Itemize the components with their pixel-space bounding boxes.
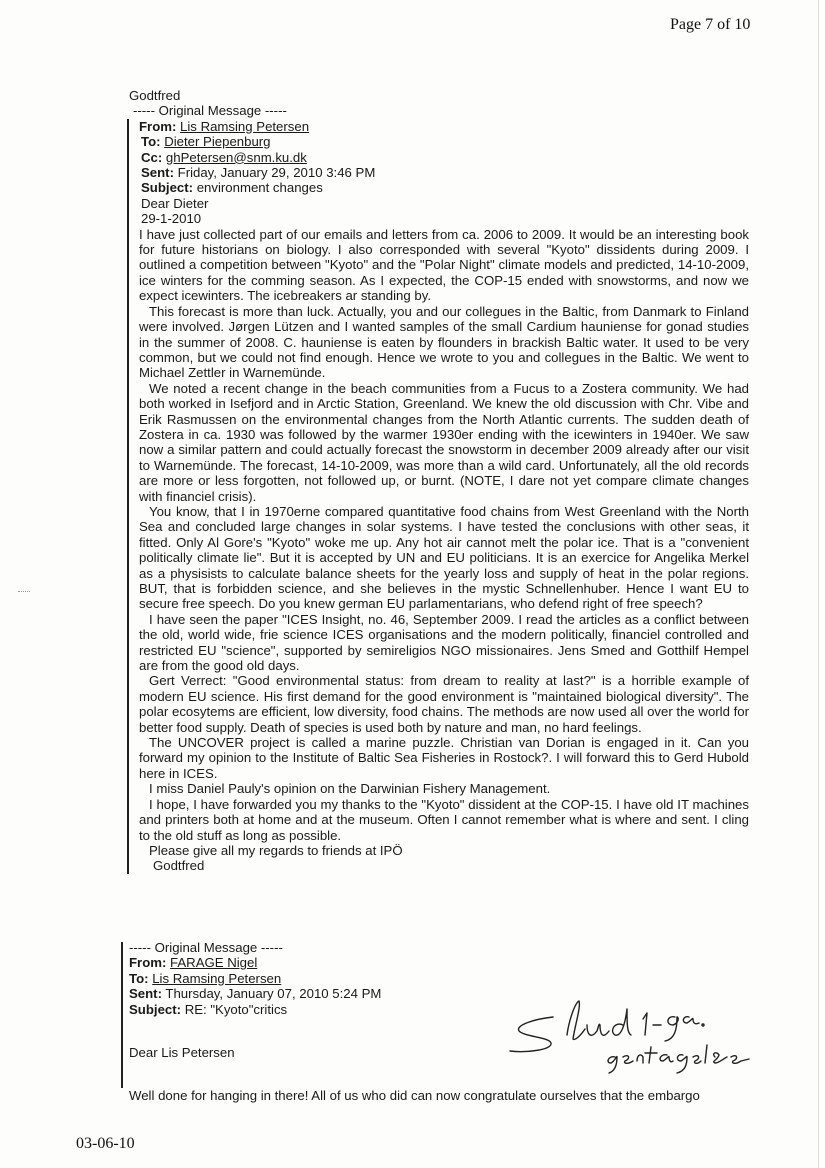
letter-body — [139, 227, 749, 843]
from-row — [139, 119, 749, 134]
sent-value: Friday, January 29, 2010 3:46 PM — [177, 165, 376, 181]
paragraph: You know, that I in 1970erne compared quantitative food chains from West Greenland with the North Sea and concluded large changes in solar systems. I have tested the conclusions with other seas, it fitted. Only Al Gore's "Kyoto" woke me up. Any hot air cannot melt the polar ice. That is a "convenient politically climate lie". But it is accepted by UN and EU politicians. It is an exercice for Angelika Merkel as a physisists to calculate balance sheets for the yearly loss and supply of heat in the polar regions. BUT, that is forbidden science, and she believes in the mystic Schnellenhuber. Hence I want EU to secure free speech. Do you knew german EU parlamentarians, who defend right of free speech? — [139, 503, 749, 612]
handwritten-note — [505, 995, 775, 1075]
page-number: Page 7 of 10 — [670, 16, 751, 33]
from-label: From: — [129, 955, 167, 971]
paragraph: We noted a recent change in the beach communities from a Fucus to a Zostera community. We had both worked in Isefjord and in Arctic Station, Greenland. We knew the old discussion with Chr. Vibe and Erik Rasmussen on the environmental changes from the North Atlantic currents. The sudden death of Zostera in ca. 1930 was followed by the warmer 1930er ending with the icewinters in 1940er. We saw now a similar pattern and could actually forecast the snowstorm in december 2009 already after our visit to Warnemünde. The forecast, 14-10-2009, was more than a wild card. Unfortunately, all the old records are more or less forgotten, not followed up, or burnt. (NOTE, I dare not yet compare climate changes with financiel crisis). — [139, 380, 749, 504]
body-start: Well done for hanging in there! All of us who did can now congratulate ourselves that the embargo — [129, 1088, 700, 1104]
original-message-divider: ----- Original Message ----- — [133, 103, 287, 119]
subject-label: Subject: — [129, 1001, 182, 1017]
sent-label: Sent: — [129, 986, 162, 1002]
cc-label: Cc: — [141, 149, 163, 165]
to-row — [139, 134, 749, 149]
closing-line: Please give all my regards to friends at IPÖ — [149, 842, 403, 858]
paragraph: This forecast is more than luck. Actually, you and our collegues in the Baltic, from Danmark to Finland were involved. Jørgen Lützen and I wanted samples of the small Cardium hauniense for gonad studies in the summer of 2008. C. hauniense is eaten by flounders in brackish Baltic water. It used to be very common, but we could not find enough. Hence we wrote to you and collegues in the Baltic. We went to Michael Zettler in Warnemünde. — [139, 303, 749, 381]
quoted-message — [127, 119, 749, 874]
cc-row — [139, 150, 749, 165]
greeting-name: Godtfred — [129, 88, 181, 103]
scan-mark — [18, 585, 30, 592]
subject-row — [139, 180, 749, 195]
to-label: To: — [129, 970, 149, 986]
sent-row — [139, 165, 749, 180]
footer-date-stamp: 03-06-10 — [76, 1135, 135, 1152]
from-label: From: — [139, 118, 177, 134]
from-link[interactable]: Lis Ramsing Petersen — [180, 118, 310, 134]
original-message-divider: ----- Original Message ----- — [129, 940, 283, 955]
from-link[interactable]: FARAGE Nigel — [170, 955, 258, 971]
to-link[interactable]: Dieter Piepenburg — [164, 134, 271, 150]
salutation: Dear Lis Petersen — [129, 1045, 235, 1061]
salutation: Dear Dieter — [141, 195, 209, 211]
paragraph: I miss Daniel Pauly's opinion on the Darwinian Fishery Management. — [149, 781, 551, 797]
to-label: To: — [141, 134, 161, 150]
signature: Godtfred — [153, 858, 205, 874]
from-row — [129, 955, 749, 970]
quote-bar — [121, 942, 123, 1088]
letter-date: 29-1-2010 — [141, 211, 202, 227]
sent-value: Thursday, January 07, 2010 5:24 PM — [165, 986, 382, 1002]
paragraph: Gert Verrect: "Good environmental status: from dream to reality at last?" is a horrible example of modern EU science. His first demand for the good environment is "maintained biological diversity". The polar ecosytems are efficient, low diversity, food chains. The methods are now used all over the world for better food supply. Death of species is used both by nature and man, no hard feelings. — [139, 673, 749, 735]
subject-label: Subject: — [141, 180, 194, 196]
paragraph: I hope, I have forwarded you my thanks to the "Kyoto" dissident at the COP-15. I have old IT machines and printers both at home and at the museum. Often I cannot remember what is where and sent. I cling to the old stuff as long as possible. — [139, 796, 749, 843]
sent-label: Sent: — [141, 165, 174, 181]
paragraph: I have seen the paper "ICES Insight, no. 46, September 2009. I read the articles as a conflict between the old, world wide, frie science ICES organisations and the modern politically, financiel controlled and restricted EU "science", supported by semireligios NGO missionaires. Jens Smed and Gotthilf Hempel are from the good old days. — [139, 611, 749, 674]
subject-value: RE: "Kyoto"critics — [184, 1001, 288, 1017]
paragraph: The UNCOVER project is called a marine puzzle. Christian van Dorian is engaged in it. Can you forward my opinion to the Institute of Baltic Sea Fisheries in Rostock?. I will forward this to Gerd Hubold here in ICES. — [139, 735, 749, 781]
subject-value: environment changes — [196, 180, 323, 196]
to-row — [129, 971, 749, 986]
to-link[interactable]: Lis Ramsing Petersen — [152, 970, 282, 986]
scan-edge — [818, 0, 819, 1168]
cc-link[interactable]: ghPetersen@snm.ku.dk — [165, 149, 307, 165]
email-message-1 — [129, 88, 749, 874]
paragraph: I have just collected part of our emails and letters from ca. 2006 to 2009. It would be an interesting book for future historians on biology. I also corresponded with several "Kyoto" dissidents during 2009. I outlined a competition between "Kyoto" and the "Polar Night" climate models and predicted, 14-10-2009, ice winters for the comming season. As I expected, the COP-15 ended with snowstorms, and now we expect icewinters. The icebreakers ar standing by. — [139, 226, 749, 304]
